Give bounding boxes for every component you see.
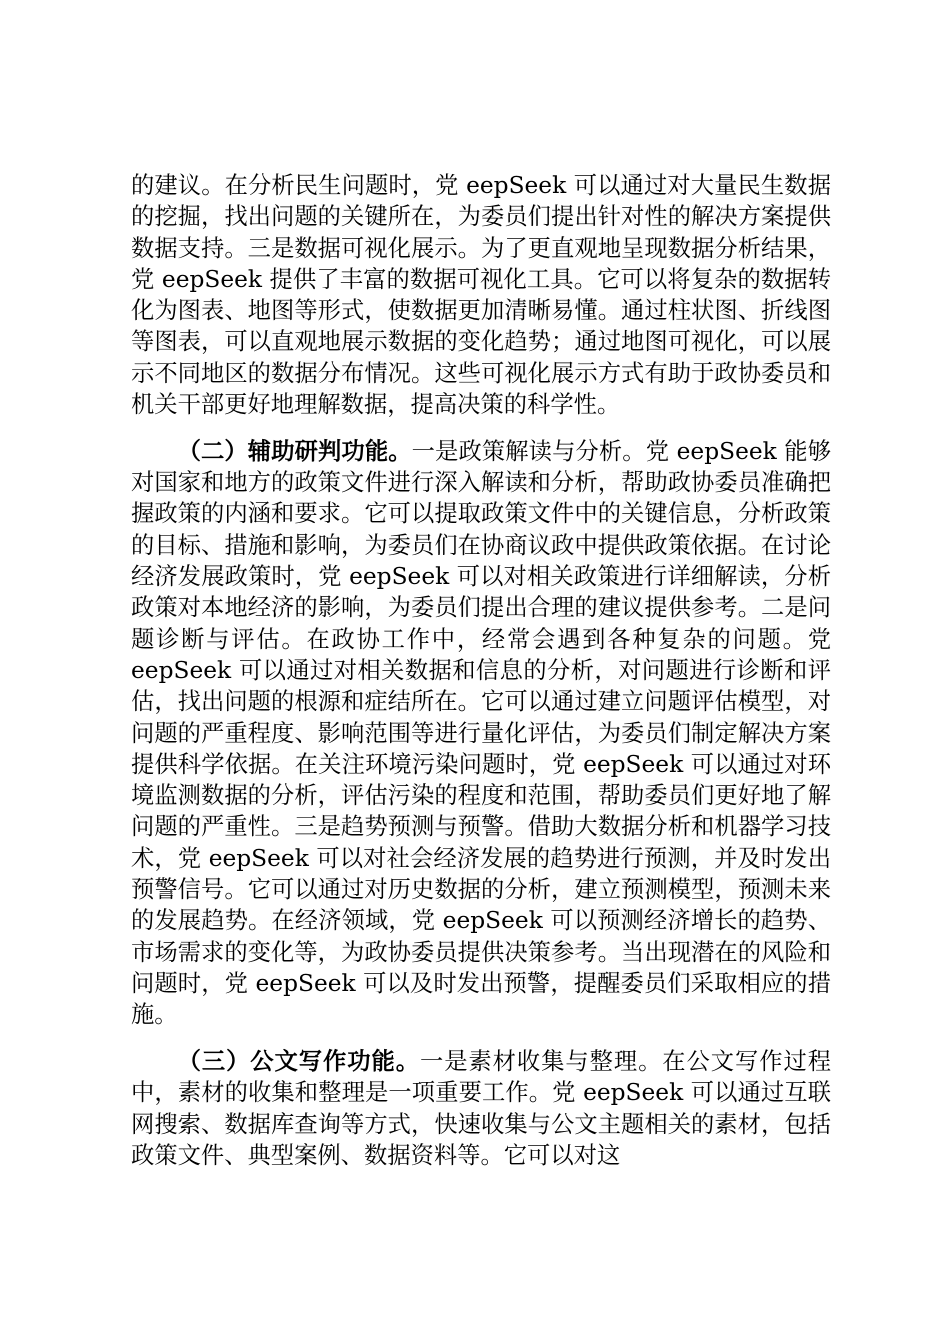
paragraph-text: 一是素材收集与整理。在公文写作过程中，素材的收集和整理是一项重要工作。党 eepSeek 可以通过互联网搜索、数据库查询等方式，快速收集与公文主题相关的素材，包括政策文件、典型案例、数据资料等。它可以对这 [131,1048,832,1169]
paragraph-continuation [131,170,831,420]
section-heading-assist-judgment: （二）辅助研判功能。 [177,437,412,465]
document-body [131,170,831,1171]
paragraph-text: 一是政策解读与分析。党 eepSeek 能够对国家和地方的政策文件进行深入解读和分析，帮助政协委员准确把握政策的内涵和要求。它可以提取政策文件中的关键信息，分析政策的目标、措施和影响，为委员们在协商议政中提供政策依据。在讨论经济发展政策时，党 eepSeek 可以对相关政策进行详细解读，分析政策对本地经济的影响，为委员们提出合理的建议提供参考。二是问题诊断与评估。在政协工作中，经常会遇到各种复杂的问题。党 eepSeek 可以通过对相关数据和信息的分析，对问题进行诊断和评估，找出问题的根源和症结所在。它可以通过建立问题评估模型，对问题的严重程度、影响范围等进行量化评估，为委员们制定解决方案提供科学依据。在关注环境污染问题时，党 eepSeek 可以通过对环境监测数据的分析，评估污染的程度和范围，帮助委员们更好地了解问题的严重性。三是趋势预测与预警。借助大数据分析和机器学习技术，党 eepSeek 可以对社会经济发展的趋势进行预测，并及时发出预警信号。它可以通过对历史数据的分析，建立预测模型，预测未来的发展趋势。在经济领域，党 eepSeek 可以预测经济增长的趋势、市场需求的变化等，为政协委员提供决策参考。当出现潜在的风险和问题时，党 eepSeek 可以及时发出预警，提醒委员们采取相应的措施。 [131,437,831,1029]
paragraph-assist-judgment [131,436,831,1031]
paragraph-text: 的建议。在分析民生问题时，党 eepSeek 可以通过对大量民生数据的挖掘，找出问题的关键所在，为委员们提出针对性的解决方案提供数据支持。三是数据可视化展示。为了更直观地呈现数据分析结果，党 eepSeek 提供了丰富的数据可视化工具。它可以将复杂的数据转化为图表、地图等形式，使数据更加清晰易懂。通过柱状图、折线图等图表，可以直观地展示数据的变化趋势；通过地图可视化，可以展示不同地区的数据分布情况。这些可视化展示方式有助于政协委员和机关干部更好地理解数据，提高决策的科学性。 [131,172,831,419]
paragraph-document-writing [131,1046,831,1171]
section-heading-document-writing: （三）公文写作功能。 [177,1048,420,1076]
